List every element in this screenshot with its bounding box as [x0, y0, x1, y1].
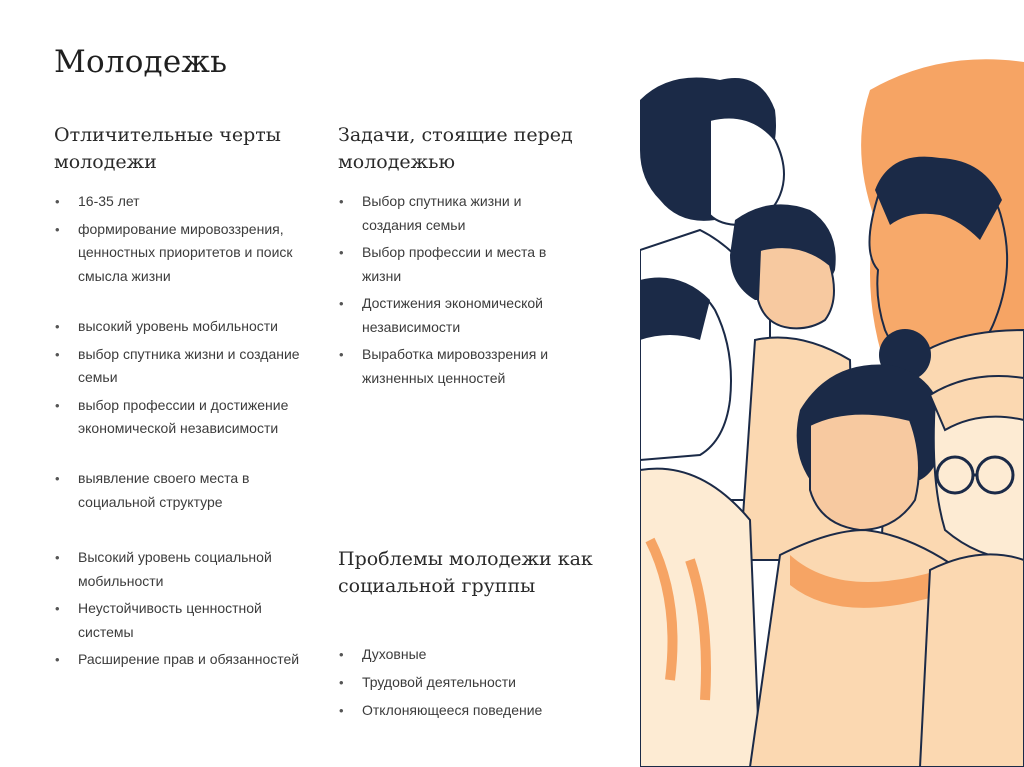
page-title: Молодежь	[54, 44, 228, 80]
tasks-list	[338, 190, 568, 394]
list-item: • Высокий уровень социальной мобильности	[54, 546, 304, 593]
traits-heading: Отличительные черты молодежи	[54, 124, 281, 173]
list-item: • Расширение прав и обязанностей	[54, 648, 304, 672]
list-item: • выбор профессии и достижение экономической независимости	[54, 394, 304, 441]
group-of-young-people-illustration	[640, 0, 1024, 767]
people-illustration-svg	[640, 0, 1024, 767]
traits-list-3	[54, 467, 304, 514]
traits-list-2	[54, 315, 304, 445]
list-item: • Неустойчивость ценностной системы	[54, 597, 304, 644]
list-item: • выбор спутника жизни и создание семьи	[54, 343, 304, 390]
list-item: • 16-35 лет	[54, 190, 304, 214]
list-item: • высокий уровень мобильности	[54, 315, 304, 339]
list-item: • Духовные	[338, 643, 588, 667]
list-item: • выявление своего места в социальной структуре	[54, 467, 304, 514]
tasks-heading: Задачи, стоящие перед молодежью	[338, 124, 573, 173]
traits-list-1	[54, 190, 304, 292]
list-item: • Отклоняющееся поведение	[338, 699, 588, 723]
list-item: • Выбор спутника жизни и создания семьи	[338, 190, 568, 237]
list-item: • Трудовой деятельности	[338, 671, 588, 695]
traits-list-4	[54, 546, 304, 676]
list-item: • Выбор профессии и места в жизни	[338, 241, 568, 288]
list-item: • Достижения экономической независимости	[338, 292, 568, 339]
problems-heading: Проблемы молодежи как социальной группы	[338, 548, 593, 597]
list-item: • Выработка мировоззрения и жизненных ценностей	[338, 343, 568, 390]
problems-list	[338, 643, 588, 727]
list-item: • формирование мировоззрения, ценностных приоритетов и поиск смысла жизни	[54, 218, 304, 289]
